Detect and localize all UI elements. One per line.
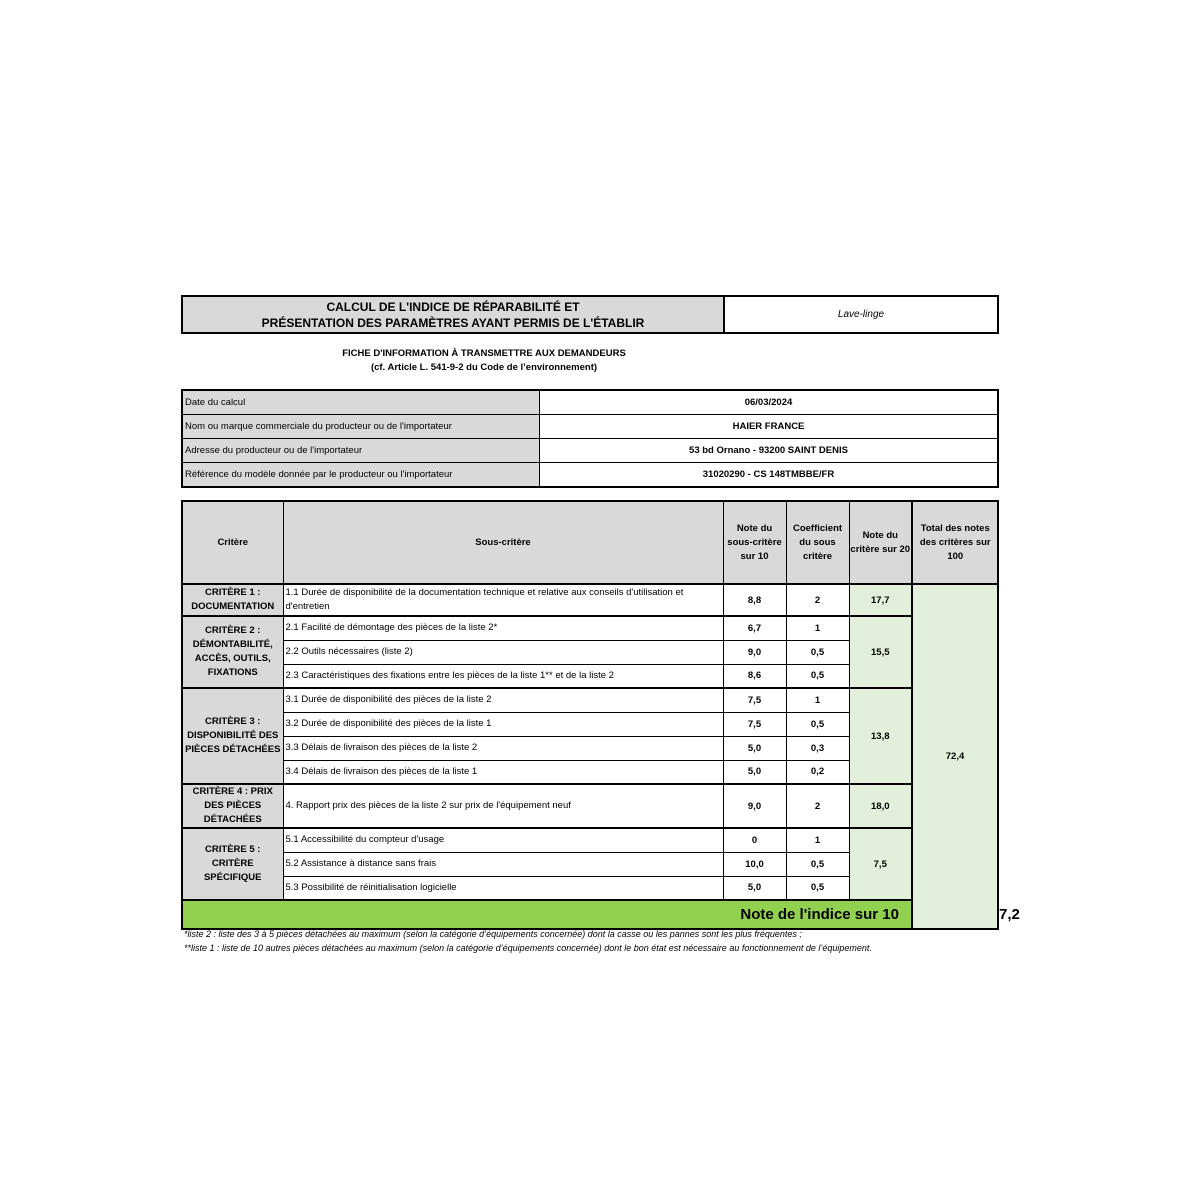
table-row <box>182 584 998 616</box>
sub-criterion-note: 8,6 <box>723 664 786 688</box>
sub-criterion-note: 5,0 <box>723 876 786 900</box>
info-row <box>182 390 998 415</box>
sub-criterion-coefficient: 0,5 <box>786 876 849 900</box>
col-total: Total des notes des critères sur 100 <box>912 501 998 584</box>
sub-criterion-label: 5.3 Possibilité de réinitialisation logicielle <box>283 876 723 900</box>
sub-criterion-note: 6,7 <box>723 616 786 640</box>
sub-criterion-coefficient: 0,2 <box>786 760 849 784</box>
criterion-label: CRITÈRE 4 : PRIX DES PIÈCES DÉTACHÉES <box>182 784 283 828</box>
sub-criterion-coefficient: 0,5 <box>786 852 849 876</box>
sub-criterion-note: 8,8 <box>723 584 786 616</box>
info-row <box>182 463 998 488</box>
col-coefficient: Coefficient du sous critère <box>786 501 849 584</box>
document-title <box>182 296 724 333</box>
col-note-sous-critere: Note du sous-critère sur 10 <box>723 501 786 584</box>
sub-criterion-label: 2.3 Caractéristiques des fixations entre les pièces de la liste 1** et de la liste 2 <box>283 664 723 688</box>
sub-criterion-note: 9,0 <box>723 640 786 664</box>
sub-criterion-label: 3.4 Délais de livraison des pièces de la liste 1 <box>283 760 723 784</box>
table-row <box>182 688 998 712</box>
sub-criterion-label: 2.1 Facilité de démontage des pièces de la liste 2* <box>283 616 723 640</box>
title-line-2: PRÉSENTATION DES PARAMÈTRES AYANT PERMIS DE L'ÉTABLIR <box>261 315 645 330</box>
table-row <box>182 828 998 852</box>
info-table <box>181 389 999 488</box>
info-row <box>182 415 998 439</box>
column-header-row <box>182 501 998 584</box>
col-critere: Critère <box>182 501 283 584</box>
footnote-liste-2: *liste 2 : liste des 3 à 5 pièces détachées au maximum (selon la catégorie d’équipements concernée) dont la casse ou les pannes sont les plus fréquentes ; <box>184 929 802 939</box>
header-table <box>181 295 999 334</box>
info-value: 31020290 - CS 148TMBBE/FR <box>540 463 999 488</box>
sub-criterion-note: 7,5 <box>723 712 786 736</box>
footnotes <box>184 927 1004 955</box>
total-score: 72,4 <box>912 584 998 929</box>
sub-criterion-coefficient: 1 <box>786 616 849 640</box>
info-value: HAIER FRANCE <box>540 415 999 439</box>
product-type: Lave-linge <box>724 296 998 333</box>
sub-criterion-note: 5,0 <box>723 760 786 784</box>
title-line-1: CALCUL DE L'INDICE DE RÉPARABILITÉ ET <box>326 299 580 314</box>
sub-criterion-note: 5,0 <box>723 736 786 760</box>
final-score-row: Note de l'indice sur 10 7,2 <box>182 900 998 929</box>
table-row <box>182 616 998 640</box>
sub-criterion-label: 2.2 Outils nécessaires (liste 2) <box>283 640 723 664</box>
sub-criterion-label: 3.1 Durée de disponibilité des pièces de la liste 2 <box>283 688 723 712</box>
sub-criterion-label: 5.1 Accessibilité du compteur d'usage <box>283 828 723 852</box>
criterion-score: 18,0 <box>849 784 912 828</box>
sub-criterion-label: 4. Rapport prix des pièces de la liste 2 sur prix de l'équipement neuf <box>283 784 723 828</box>
sub-criterion-coefficient: 0,5 <box>786 664 849 688</box>
subheader <box>182 347 786 375</box>
sub-criterion-coefficient: 0,5 <box>786 640 849 664</box>
sub-criterion-coefficient: 0,5 <box>786 712 849 736</box>
sub-criterion-note: 0 <box>723 828 786 852</box>
sub-criterion-label: 3.3 Délais de livraison des pièces de la liste 2 <box>283 736 723 760</box>
info-label: Date du calcul <box>182 390 540 415</box>
info-label: Nom ou marque commerciale du producteur ou de l'importateur <box>182 415 540 439</box>
footnote-liste-1: **liste 1 : liste de 10 autres pièces détachées au maximum (selon la catégorie d’équipements concernée) dont le bon état est nécessaire au fonctionnement de l’équipement. <box>184 943 872 953</box>
criterion-score: 17,7 <box>849 584 912 616</box>
criterion-label: CRITÈRE 2 : DÉMONTABILITÉ, ACCÈS, OUTILS, FIXATIONS <box>182 616 283 688</box>
info-value: 53 bd Ornano - 93200 SAINT DENIS <box>540 439 999 463</box>
sub-criterion-label: 3.2 Durée de disponibilité des pièces de la liste 1 <box>283 712 723 736</box>
sub-criterion-note: 9,0 <box>723 784 786 828</box>
criterion-score: 7,5 <box>849 828 912 900</box>
criteria-table <box>181 500 1020 930</box>
table-row <box>182 784 998 828</box>
info-label: Adresse du producteur ou de l'importateur <box>182 439 540 463</box>
criterion-label: CRITÈRE 3 : DISPONIBILITÉ DES PIÈCES DÉTACHÉES <box>182 688 283 784</box>
sub-criterion-coefficient: 2 <box>786 784 849 828</box>
criterion-label: CRITÈRE 1 : DOCUMENTATION <box>182 584 283 616</box>
sub-criterion-label: 1.1 Durée de disponibilité de la documentation technique et relative aux conseils d'utilisation et d'entretien <box>283 584 723 616</box>
col-note-critere: Note du critère sur 20 <box>849 501 912 584</box>
col-sous-critere: Sous-critère <box>283 501 723 584</box>
info-label: Référence du modèle donnée par le producteur ou l'importateur <box>182 463 540 488</box>
subheader-line-2: (cf. Article L. 541-9-2 du Code de l’environnement) <box>370 362 598 373</box>
sub-criterion-note: 7,5 <box>723 688 786 712</box>
info-row <box>182 439 998 463</box>
criterion-score: 15,5 <box>849 616 912 688</box>
criterion-score: 13,8 <box>849 688 912 784</box>
sub-criterion-coefficient: 2 <box>786 584 849 616</box>
sub-criterion-label: 5.2 Assistance à distance sans frais <box>283 852 723 876</box>
subheader-line-1: FICHE D'INFORMATION À TRANSMETTRE AUX DEMANDEURS <box>342 348 626 359</box>
sub-criterion-coefficient: 0,3 <box>786 736 849 760</box>
final-score-label: Note de l'indice sur 10 <box>182 900 912 929</box>
sub-criterion-coefficient: 1 <box>786 828 849 852</box>
criterion-label: CRITÈRE 5 : CRITÈRE SPÉCIFIQUE <box>182 828 283 900</box>
sub-criterion-note: 10,0 <box>723 852 786 876</box>
sub-criterion-coefficient: 1 <box>786 688 849 712</box>
info-value: 06/03/2024 <box>540 390 999 415</box>
